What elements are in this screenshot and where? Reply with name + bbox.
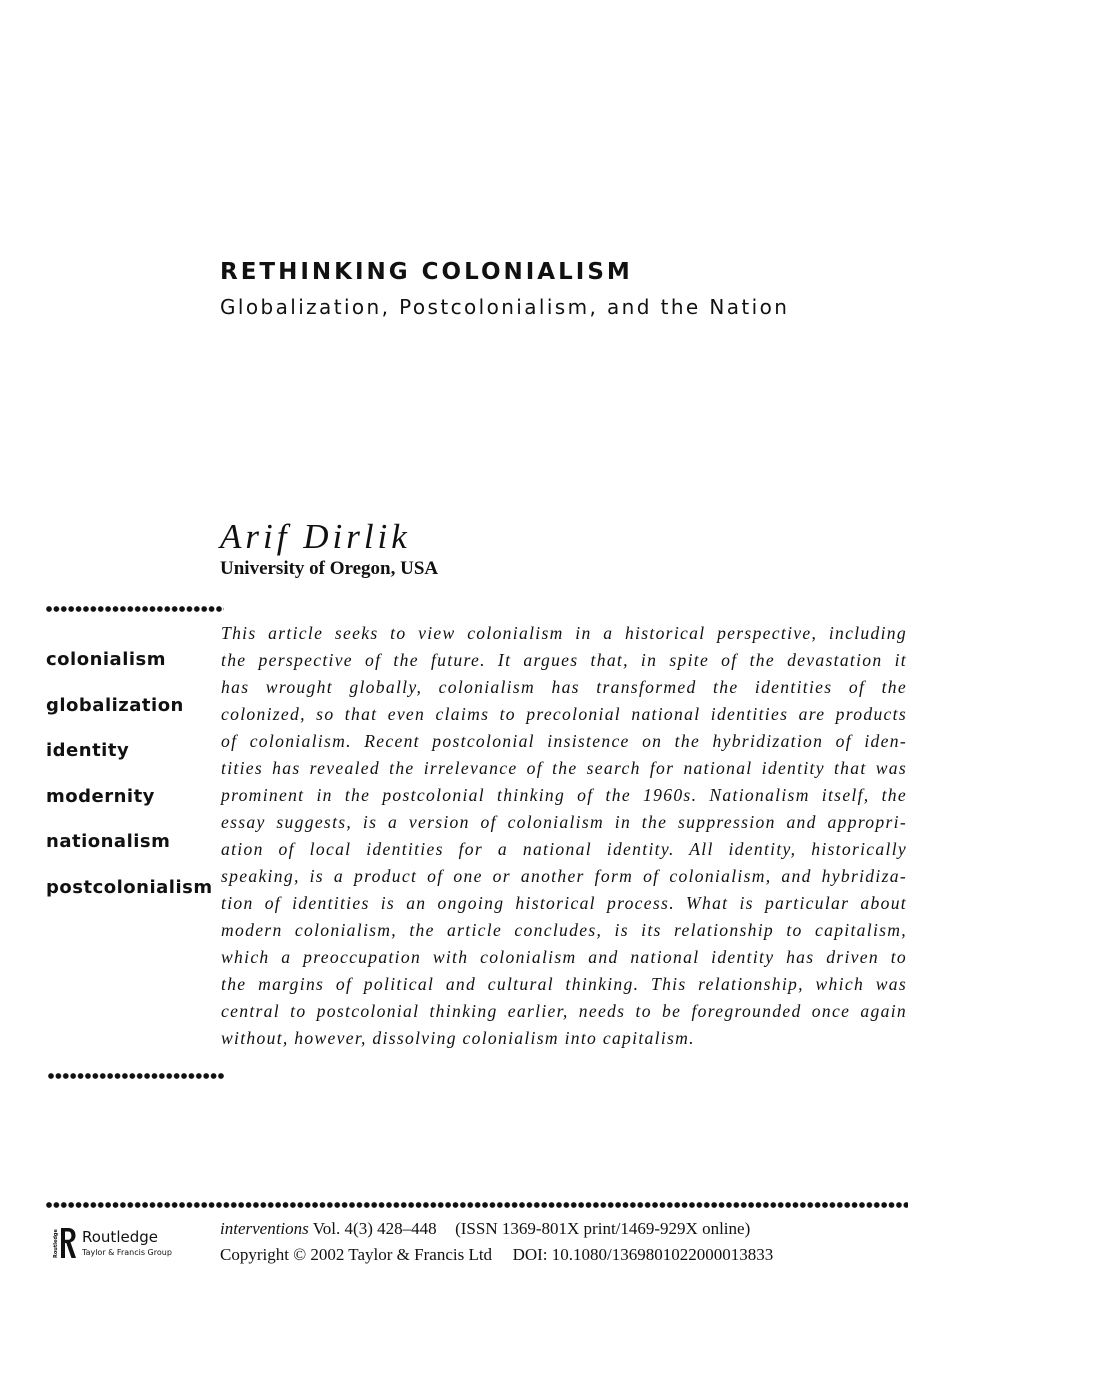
abstract-line: has wrought globally, colonialism has transformed the identities of the <box>221 677 907 697</box>
abstract-line: essay suggests, is a version of colonialism in the suppression and appropri- <box>221 812 907 832</box>
abstract-line: the perspective of the future. It argues that, in spite of the devastation it <box>221 650 907 670</box>
abstract-line: colonized, so that even claims to precolonial national identities are products <box>221 704 907 724</box>
publisher-name: Routledge <box>82 1228 158 1246</box>
citation-footer <box>220 1216 773 1268</box>
author-name: Arif Dirlik <box>220 517 411 556</box>
abstract-line: modern colonialism, the article concludes, is its relationship to capitalism, <box>221 920 907 940</box>
svg-text:Routledge: Routledge <box>53 1229 59 1258</box>
author-affiliation: University of Oregon, USA <box>220 558 439 579</box>
keyword: postcolonialism <box>46 876 213 898</box>
abstract-line: tion of identities is an ongoing historical process. What is particular about <box>221 893 907 913</box>
abstract-line: This article seeks to view colonialism in a historical perspective, including <box>221 623 907 643</box>
abstract-line: without, however, dissolving colonialism into capitalism. <box>221 1028 695 1048</box>
journal-name: interventions <box>220 1219 309 1238</box>
abstract-line: central to postcolonial thinking earlier, needs to be foregrounded once again <box>221 1001 907 1021</box>
citation-line-1 <box>220 1216 773 1242</box>
dotted-rule-footer <box>46 1202 908 1208</box>
keyword-list <box>46 649 213 923</box>
publisher-tagline: Taylor & Francis Group <box>82 1248 172 1257</box>
abstract <box>221 620 907 1052</box>
keyword: modernity <box>46 785 155 807</box>
publisher-logo <box>51 1226 181 1260</box>
article-title: RETHINKING COLONIALISM <box>220 259 633 285</box>
dotted-rule-middle <box>48 1073 224 1079</box>
routledge-r-logo-icon <box>51 1226 77 1260</box>
copyright-notice: Copyright © 2002 Taylor & Francis Ltd <box>220 1245 493 1264</box>
abstract-line: speaking, is a product of one or another form of colonialism, and hybridiza- <box>221 866 907 886</box>
journal-volume: Vol. 4(3) 428–448 <box>312 1219 437 1238</box>
keyword: globalization <box>46 694 184 716</box>
abstract-line: which a preoccupation with colonialism and national identity has driven to <box>221 947 907 967</box>
keyword: nationalism <box>46 831 171 853</box>
abstract-line: of colonialism. Recent postcolonial insistence on the hybridization of iden- <box>221 731 907 751</box>
keyword: colonialism <box>46 649 167 670</box>
abstract-line: ation of local identities for a national identity. All identity, historically <box>221 839 907 859</box>
keyword: identity <box>46 740 130 762</box>
citation-line-2 <box>220 1242 773 1268</box>
doi: DOI: 10.1080/1369801022000013833 <box>512 1245 774 1264</box>
article-subtitle: Globalization, Postcolonialism, and the Nation <box>220 295 790 319</box>
abstract-line: tities has revealed the irrelevance of the search for national identity that was <box>221 758 907 778</box>
abstract-line: the margins of political and cultural thinking. This relationship, which was <box>221 974 907 994</box>
dotted-rule-top <box>46 606 224 612</box>
abstract-line: prominent in the postcolonial thinking of the 1960s. Nationalism itself, the <box>221 785 907 805</box>
journal-issn: (ISSN 1369-801X print/1469-929X online) <box>455 1219 751 1238</box>
